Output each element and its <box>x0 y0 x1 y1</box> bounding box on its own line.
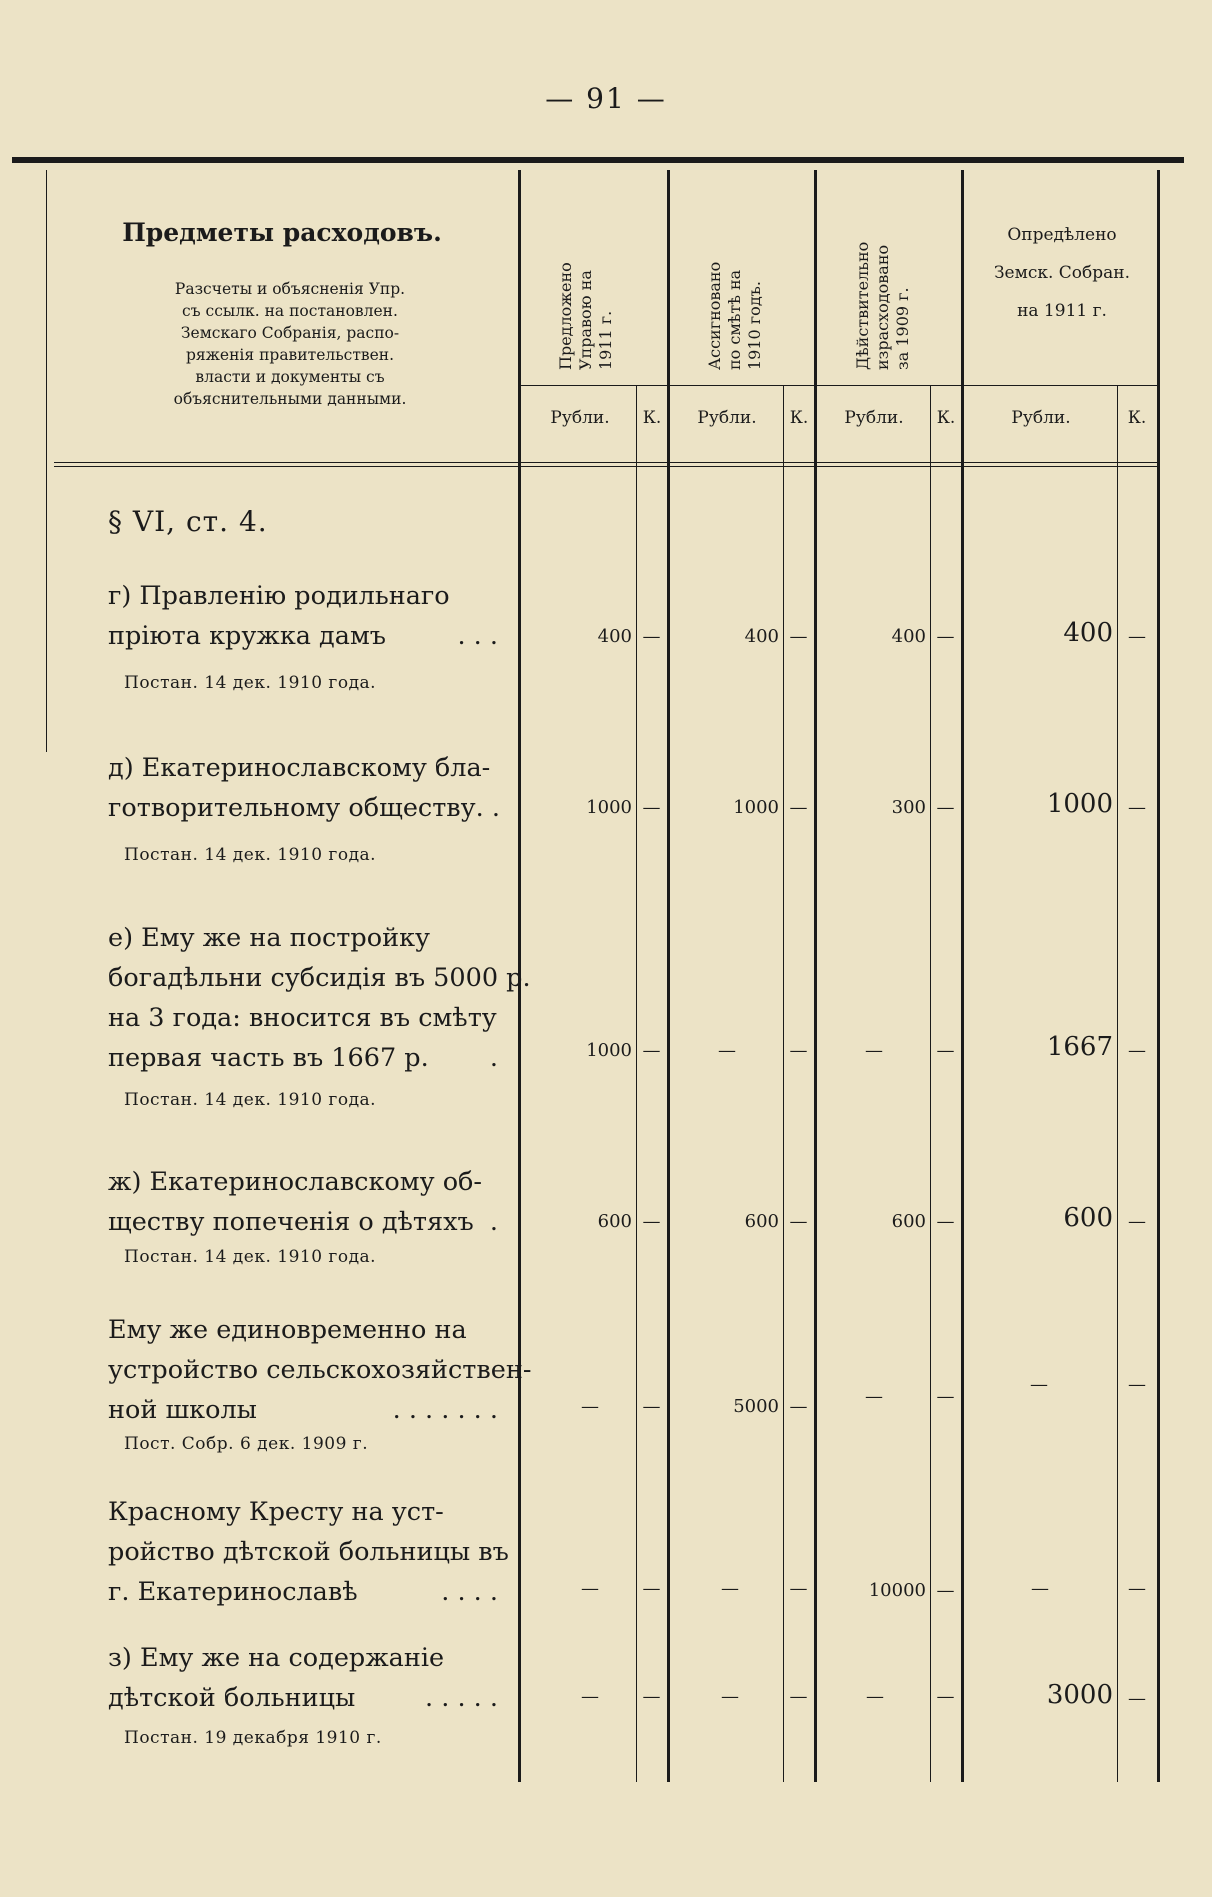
proposed-value: 1000 <box>586 1040 632 1061</box>
proposed-value: 600 <box>597 1211 632 1232</box>
entry-reference: Постан. 14 дек. 1910 года. <box>124 845 377 865</box>
entry-line <box>108 1310 498 1350</box>
spent-value: 10000 <box>868 1580 926 1601</box>
header-bottom-rule <box>54 462 1160 463</box>
entry-text <box>108 1492 509 1612</box>
spent-kop: — <box>936 626 955 647</box>
proposed-value: — <box>581 1686 599 1707</box>
header-line: Ассигновано <box>705 261 724 370</box>
page-number: — 91 — <box>545 82 667 115</box>
entry-line <box>108 1678 498 1718</box>
proposed-value: 1000 <box>586 797 632 818</box>
header-line: Предложено <box>556 262 575 370</box>
header-line: израсходовано <box>873 244 892 370</box>
determined-kop: — <box>1128 797 1146 818</box>
entry-line <box>108 788 498 828</box>
header-line: по смѣтѣ на <box>725 269 744 370</box>
spent-value: 600 <box>891 1211 926 1232</box>
entry-line <box>108 918 498 958</box>
subtitle-line: Разсчеты и объясненія Упр. <box>174 280 406 298</box>
entry-line <box>108 576 498 616</box>
proposed-kop: — <box>642 797 661 818</box>
header-line: 1911 г. <box>596 310 615 370</box>
header-bottom-rule <box>54 466 1160 467</box>
entry-text-part: готворительному обществу <box>108 793 476 823</box>
proposed-kop: — <box>642 1211 661 1232</box>
header-line: Опредѣлено <box>1007 225 1117 245</box>
entry-text <box>108 1162 498 1242</box>
spent-kop: — <box>936 797 955 818</box>
unit-kop: К. <box>1127 408 1147 428</box>
col-proposed-header <box>556 175 616 370</box>
assigned-value: 400 <box>744 626 779 647</box>
entry-text-part: г. Екатеринославѣ <box>108 1577 358 1607</box>
unit-rub: Рубли. <box>844 408 904 428</box>
entry-line <box>108 748 498 788</box>
determined-value: 600 <box>1063 1203 1113 1233</box>
entry-text <box>108 576 498 656</box>
proposed-kop: — <box>642 1686 661 1707</box>
assigned-value: 1000 <box>733 797 779 818</box>
determined-kop: — <box>1128 1578 1146 1599</box>
assigned-value: — <box>721 1686 739 1707</box>
col-spent-header <box>853 175 913 370</box>
entry-line <box>108 1532 509 1572</box>
spent-value: — <box>865 1386 883 1407</box>
entry-text-part: з) Ему же на содержаніе <box>108 1643 445 1673</box>
entry-text-part: Красному Кресту на уст- <box>108 1497 444 1527</box>
proposed-kop: — <box>642 1040 661 1061</box>
header-line: Земск. Собран. <box>993 263 1131 283</box>
entry-text <box>108 1310 532 1430</box>
subtitle-line: съ ссылк. на постановлен. <box>182 302 398 320</box>
entry-text <box>108 918 531 1078</box>
header-line: за 1909 г. <box>893 287 912 370</box>
entry-text-part: первая часть въ 1667 р. <box>108 1043 429 1073</box>
entry-text-part: д) Екатеринославскому бла- <box>108 753 491 783</box>
entry-line <box>108 1572 498 1612</box>
entry-reference: Постан. 14 дек. 1910 года. <box>124 1090 377 1110</box>
entry-text-part: г) Правленію родильнаго <box>108 581 450 611</box>
determined-kop: — <box>1128 1040 1146 1061</box>
kop-divider <box>636 385 637 1782</box>
spent-value: 400 <box>891 626 926 647</box>
assigned-value: — <box>721 1578 739 1599</box>
assigned-value: — <box>718 1040 736 1061</box>
leader-dots: . . . . <box>441 1577 498 1607</box>
entry-line <box>108 616 498 656</box>
leader-dots: . . <box>475 793 500 823</box>
leader-dots: . . . <box>457 621 498 651</box>
entry-reference: Пост. Собр. 6 дек. 1909 г. <box>124 1434 369 1454</box>
unit-kop: К. <box>936 408 956 428</box>
determined-kop: — <box>1128 1211 1146 1232</box>
spent-value: — <box>866 1686 884 1707</box>
spent-value: 300 <box>891 797 926 818</box>
subtitle-line: власти и документы съ <box>195 368 385 386</box>
column-divider <box>961 170 964 1782</box>
header-line: Дѣйствительно <box>853 241 872 370</box>
table-title: Предметы расходовъ. <box>122 218 442 247</box>
determined-kop: — <box>1128 1374 1146 1395</box>
kop-divider <box>783 385 784 1782</box>
entry-text <box>108 748 498 828</box>
entry-line <box>108 958 531 998</box>
left-border <box>46 170 47 752</box>
entry-reference: Постан. 14 дек. 1910 года. <box>124 1247 377 1267</box>
entry-line <box>108 1350 532 1390</box>
unit-rub: Рубли. <box>1011 408 1071 428</box>
entry-reference: Постан. 19 декабря 1910 г. <box>124 1728 382 1748</box>
determined-value: 1667 <box>1046 1032 1113 1062</box>
leader-dots: . . . . . . . <box>392 1395 498 1425</box>
subtitle-line: ряженія правительствен. <box>185 346 395 364</box>
entry-text-part: ж) Екатеринославскому об- <box>108 1167 483 1197</box>
proposed-value: — <box>581 1578 599 1599</box>
column-divider <box>667 170 670 1782</box>
assigned-kop: — <box>789 1211 808 1232</box>
assigned-kop: — <box>789 1578 808 1599</box>
entry-text-part: ществу попеченія о дѣтяхъ <box>108 1207 474 1237</box>
proposed-value: 400 <box>597 626 632 647</box>
entry-reference: Постан. 14 дек. 1910 года. <box>124 673 377 693</box>
leader-dots: . . . . . <box>425 1683 498 1713</box>
spent-kop: — <box>936 1211 955 1232</box>
leader-dots: . <box>489 1207 498 1237</box>
kop-divider <box>1117 385 1118 1782</box>
determined-kop: — <box>1128 626 1146 647</box>
header-line: 1910 годъ. <box>745 281 764 370</box>
section-title: § VI, ст. 4. <box>108 505 268 538</box>
entry-text-part: дѣтской больницы <box>108 1683 356 1713</box>
leader-dots: . <box>489 1043 498 1073</box>
spent-value: — <box>865 1040 883 1061</box>
entry-text-part: пріюта кружка дамъ <box>108 621 387 651</box>
proposed-value: — <box>581 1396 599 1417</box>
assigned-kop: — <box>789 626 808 647</box>
header-line: на 1911 г. <box>1017 301 1107 321</box>
entry-text <box>108 1638 498 1718</box>
assigned-kop: — <box>789 1396 808 1417</box>
entry-text-part: богадѣльни субсидія въ 5000 р. <box>108 963 531 993</box>
determined-value: 1000 <box>1046 789 1113 819</box>
subtitle-line: объяснительными данными. <box>173 390 407 408</box>
right-border <box>1157 170 1160 1782</box>
unit-rub: Рубли. <box>550 408 610 428</box>
column-divider <box>814 170 817 1782</box>
entry-line <box>108 1492 498 1532</box>
top-rule <box>12 157 1184 163</box>
entry-line <box>108 1038 498 1078</box>
col-assigned-header <box>705 175 765 370</box>
determined-value: 3000 <box>1046 1680 1113 1710</box>
entry-text-part: Ему же единовременно на <box>108 1315 467 1345</box>
spent-kop: — <box>936 1686 955 1707</box>
header-divider <box>518 385 1160 386</box>
spent-kop: — <box>936 1040 955 1061</box>
spent-kop: — <box>936 1386 955 1407</box>
spent-kop: — <box>936 1580 955 1601</box>
assigned-kop: — <box>789 1686 808 1707</box>
determined-value: — <box>1031 1578 1049 1599</box>
subtitle-line: Земскаго Собранія, распо- <box>180 324 400 342</box>
assigned-value: 600 <box>744 1211 779 1232</box>
entry-line <box>108 1390 498 1430</box>
entry-text-part: на 3 года: вносится въ смѣту <box>108 1003 497 1033</box>
entry-line <box>108 1202 498 1242</box>
entry-text-part: устройство сельскохозяйствен- <box>108 1355 532 1385</box>
header-line: Управою на <box>576 270 595 370</box>
entry-line <box>108 1162 498 1202</box>
unit-kop: К. <box>642 408 662 428</box>
entry-text-part: е) Ему же на постройку <box>108 923 431 953</box>
proposed-kop: — <box>642 1396 661 1417</box>
proposed-kop: — <box>642 1578 661 1599</box>
assigned-kop: — <box>789 1040 808 1061</box>
unit-rub: Рубли. <box>697 408 757 428</box>
col-determined-header <box>962 216 1162 330</box>
kop-divider <box>930 385 931 1782</box>
determined-value: — <box>1030 1374 1048 1395</box>
entry-line <box>108 998 498 1038</box>
entry-text-part: ной школы <box>108 1395 257 1425</box>
determined-kop: — <box>1128 1688 1146 1709</box>
proposed-kop: — <box>642 626 661 647</box>
assigned-kop: — <box>789 797 808 818</box>
assigned-value: 5000 <box>733 1396 779 1417</box>
table-subtitle <box>100 278 480 410</box>
entry-text-part: ройство дѣтской больницы въ <box>108 1537 509 1567</box>
unit-kop: К. <box>789 408 809 428</box>
entry-line <box>108 1638 498 1678</box>
determined-value: 400 <box>1063 618 1113 648</box>
